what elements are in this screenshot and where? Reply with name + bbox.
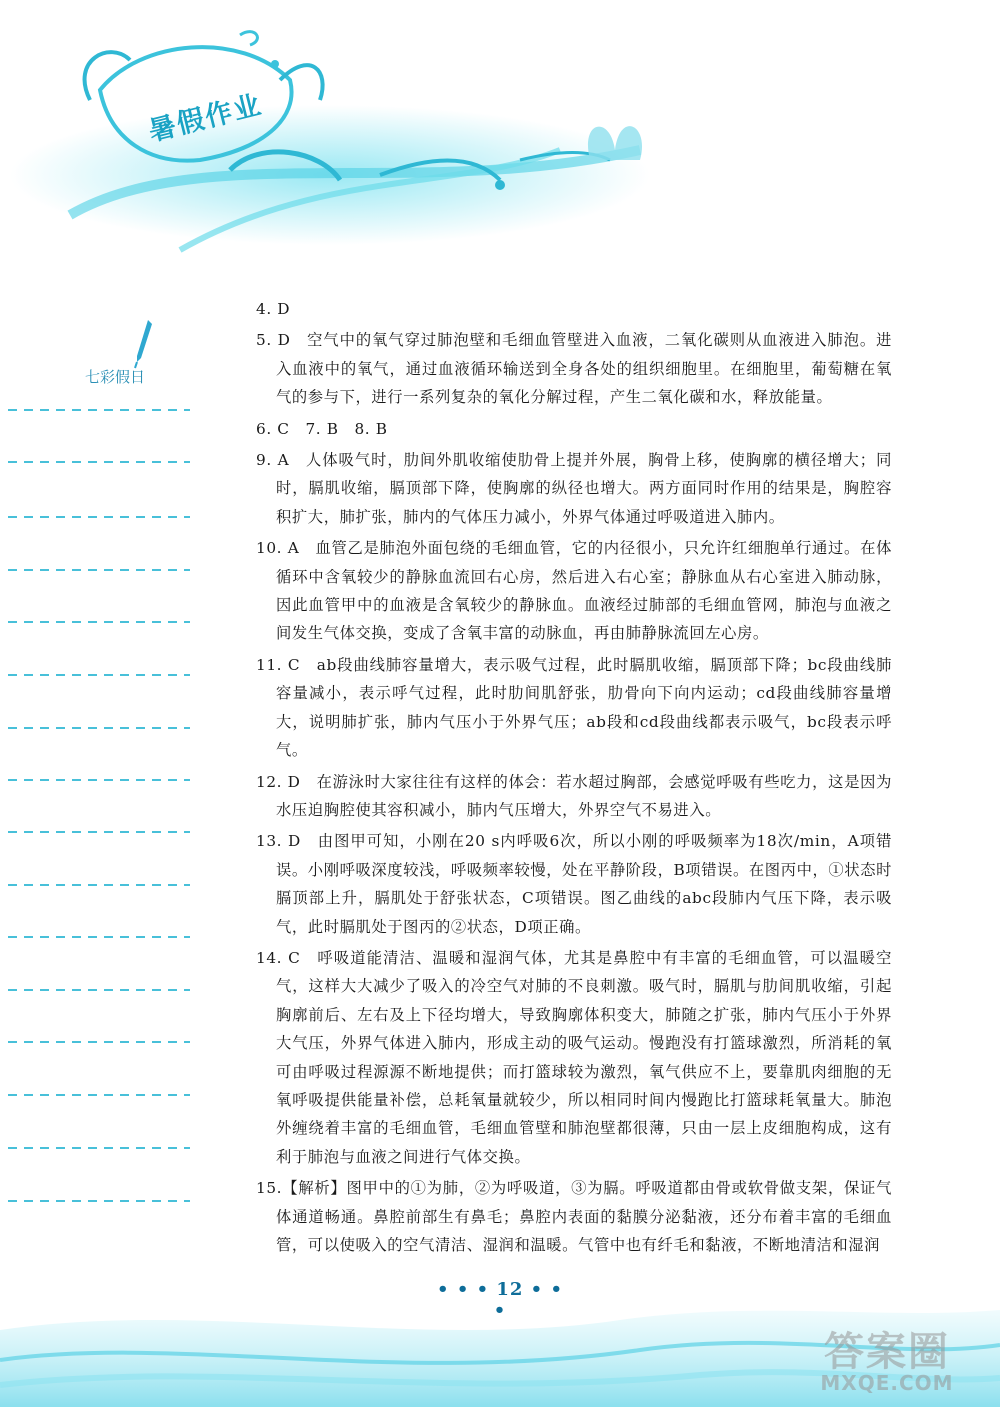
answer-item: 12. D 在游泳时大家往往有这样的体会：若水超过胸部，会感觉呼吸有些吃力，这是因为水压迫胸腔使其容积减小，肺内气压增大，外界空气不易进入。 (256, 772, 892, 819)
answer-item: 6. C 7. B 8. B (256, 419, 388, 438)
answer-item: 15.【解析】图甲中的①为肺，②为呼吸道，③为膈。呼吸道都由骨或软骨做支架，保证气体通道畅通。鼻腔前部生有鼻毛；鼻腔内表面的黏膜分泌黏液，还分布着丰富的毛细血管，可以使吸入的空气清洁、湿润和温暖。气管中也有纤毛和黏液，不断地清洁和湿润 (256, 1179, 892, 1254)
answer-content (256, 295, 892, 1262)
watermark (802, 1320, 972, 1395)
answer-item: 10. A 血管乙是肺泡外面包绕的毛细血管，它的内径很小，只允许红细胞单行通过。在体循环中含氧较少的静脉血流回右心房，然后进入右心室；静脉血从右心室进入肺动脉，因此血管甲中的血液是含氧较少的静脉血。血液经过肺部的毛细血管网，肺泡与血液之间发生气体交换，变成了含氧丰富的动脉血，再由肺静脉流回左心房。 (256, 539, 892, 643)
sidebar-label: 七彩假日 (84, 368, 145, 386)
page-number: • • • 12 • • • (437, 1279, 563, 1321)
answer-item: 14. C 呼吸道能清洁、温暖和湿润气体，尤其是鼻腔中有丰富的毛细血管，可以温暖空气，这样大大减少了吸入的冷空气对肺的不良刺激。吸气时，膈肌与肋间肌收缩，引起胸廓前后、左右及上下径均增大，导致胸廓体积变大，肺随之扩张，肺内气压小于外界大气压，外界气体进入肺内，形成主动的吸气运动。慢跑没有打篮球激烈，所消耗的氧可由呼吸过程源源不断地提供；而打篮球较为激烈，氧气供应不上，要靠肌肉细胞的无氧呼吸提供能量补偿，总耗氧量就较少，所以相同时间内慢跑比打篮球耗氧量大。肺泡外缠绕着丰富的毛细血管，毛细血管壁和肺泡壁都很薄，只由一层上皮细胞构成，这有利于肺泡与血液之间进行气体交换。 (256, 948, 892, 1166)
answer-item: 13. D 由图甲可知，小刚在20 s内呼吸6次，所以小刚的呼吸频率为18次/min，A项错误。小刚呼吸深度较浅，呼吸频率较慢，处在平静阶段，B项错误。在图丙中，①状态时膈顶部上升，膈肌处于舒张状态，C项错误。图乙曲线的abc段肺内气压下降，表示吸气，此时膈肌处于图丙的②状态，D项正确。 (256, 832, 892, 936)
sidebar (0, 318, 200, 1238)
answer-item: 11. C ab段曲线肺容量增大，表示吸气过程，此时膈肌收缩，膈顶部下降；bc段曲线肺容量减小，表示呼气过程，此时肋间肌舒张，肋骨向下向内运动；cd段曲线肺容量增大，说明肺扩张，肺内气压小于外界气压；ab段和cd段曲线都表示吸气，bc段表示呼气。 (256, 655, 892, 760)
answer-item: 4. D (256, 300, 291, 318)
watermark-logo: 答案圈 (824, 1329, 950, 1375)
answer-item: 9. A 人体吸气时，肋间外肌收缩使肋骨上提并外展，胸骨上移，使胸廓的横径增大；同时，膈肌收缩，膈顶部下降，使胸廓的纵径也增大。两方面同时作用的结果是，胸腔容积扩大，肺扩张，肺内的气体压力减小，外界气体通过呼吸道进入肺内。 (256, 451, 892, 526)
note-lines (0, 318, 200, 1238)
answer-item: 5. D 空气中的氧气穿过肺泡壁和毛细血管壁进入血液，二氧化碳则从血液进入肺泡。进入血液中的氧气，通过血液循环输送到全身各处的组织细胞里。在细胞里，葡萄糖在氧气的参与下，进行一系列复杂的氧化分解过程，产生二氧化碳和水，释放能量。 (256, 331, 892, 407)
watermark-url: MXQE.COM (820, 1371, 954, 1395)
header-title: 暑假作业 (145, 89, 266, 148)
